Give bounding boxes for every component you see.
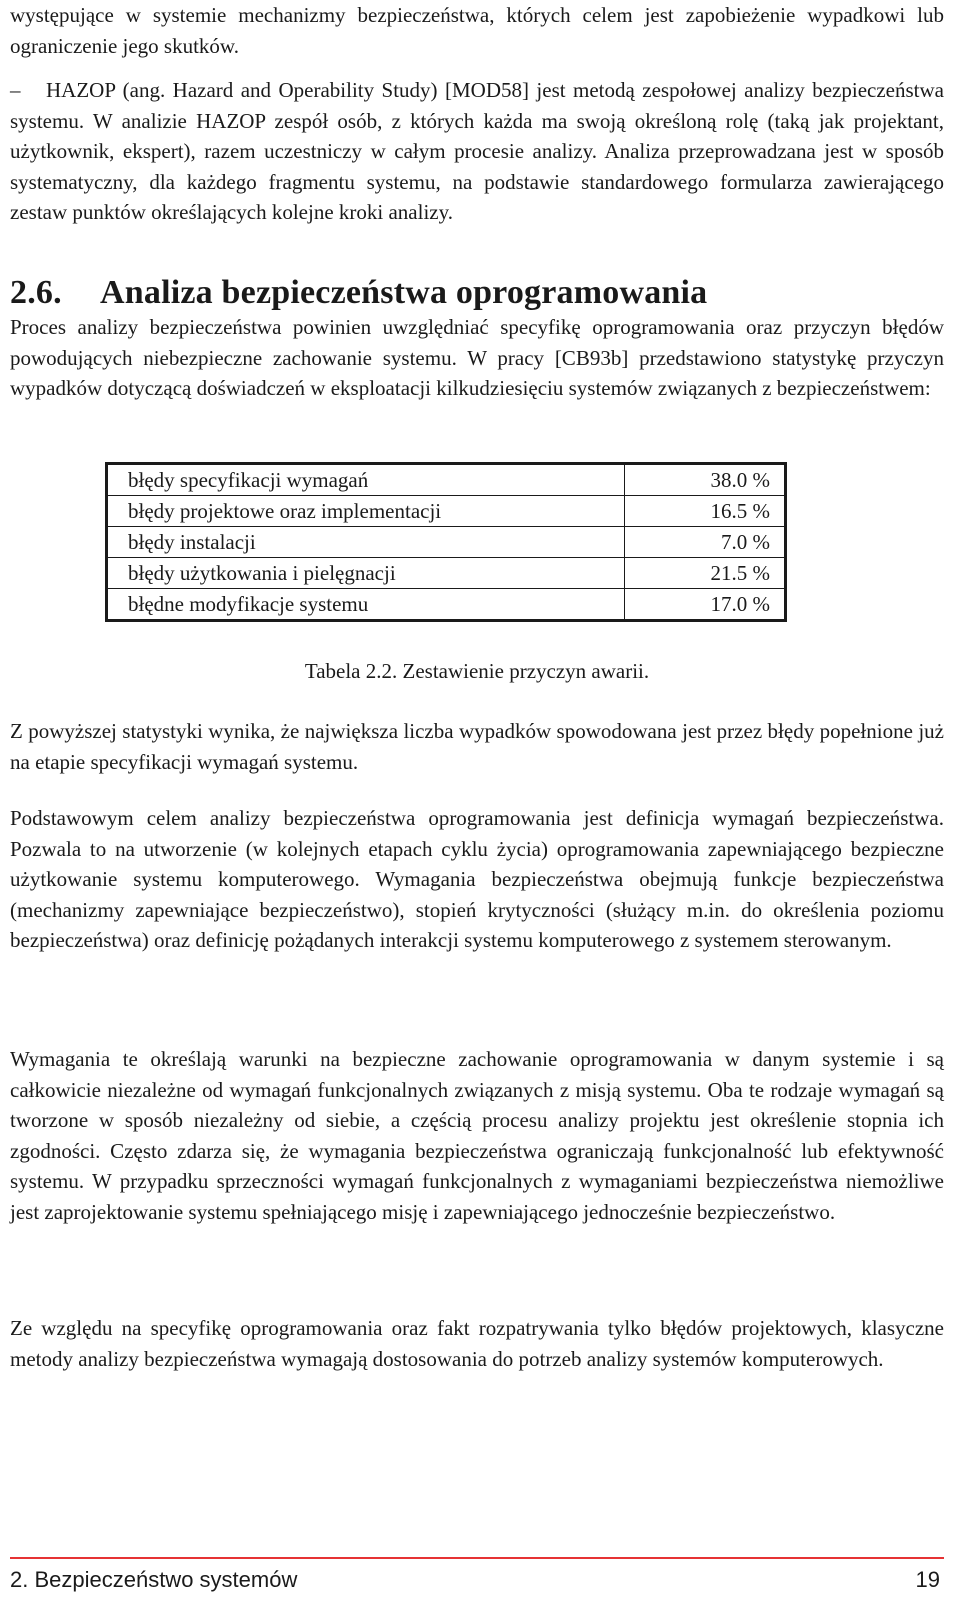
table-row: [107, 558, 786, 589]
footer-divider: [10, 1557, 944, 1559]
list-bullet: –: [10, 78, 21, 102]
safety-goal-paragraph: Podstawowym celem analizy bezpieczeństwa oprogramowania jest definicja wymagań bezpieczeństwa. Pozwala to na utworzenie (w kolejnych etapach cyklu życia) oprogramowania zapewniającego bezpieczne użytkowanie systemu komputerowego. Wymagania bezpieczeństwa obejmują funkcje bezpieczeństwa (mechanizmy zapewniające bezpieczeństwo), stopień krytyczności (służący m.in. do określenia poziomu bezpieczeństwa) oraz definicję pożądanych interakcji systemu komputerowego z systemem sterowanym.: [10, 806, 944, 952]
table-cell-label: błędy użytkowania i pielęgnacji: [107, 558, 625, 589]
section-heading: [10, 273, 944, 313]
table-cell-label: błędne modyfikacje systemu: [107, 589, 625, 621]
statistics-conclusion-paragraph: Z powyższej statystyki wynika, że największa liczba wypadków spowodowana jest przez błędy popełnione już na etapie specyfikacji wymagań systemu.: [10, 719, 944, 774]
table-cell-value: 21.5 %: [625, 558, 786, 589]
table-cell-value: 7.0 %: [625, 527, 786, 558]
table-row: [107, 496, 786, 527]
table-cell-value: 16.5 %: [625, 496, 786, 527]
table-cell-label: błędy specyfikacji wymagań: [107, 464, 625, 496]
intro-paragraph: występujące w systemie mechanizmy bezpieczeństwa, których celem jest zapobieżenie wypadkowi lub ograniczenie jego skutków.: [10, 3, 944, 58]
process-paragraph: Proces analizy bezpieczeństwa powinien uwzględniać specyfikę oprogramowania oraz przyczyn błędów powodujących niebezpieczne zachowanie systemu. W pracy [CB93b] przedstawiono statystykę przyczyn wypadków dotyczącą doświadczeń w eksploatacji kilkudziesięciu systemów związanych z bezpieczeństwem:: [10, 315, 944, 400]
failure-causes-table: [105, 462, 787, 622]
footer-page-number: 19: [915, 1567, 940, 1592]
table-cell-value: 17.0 %: [625, 589, 786, 621]
table-row: [107, 589, 786, 621]
section-title: Analiza bezpieczeństwa oprogramowania: [100, 274, 708, 311]
table-row: [107, 464, 786, 496]
table-cell-label: błędy projektowe oraz implementacji: [107, 496, 625, 527]
footer-chapter-title: 2. Bezpieczeństwo systemów: [10, 1567, 298, 1592]
closing-paragraph: Ze względu na specyfikę oprogramowania oraz fakt rozpatrywania tylko błędów projektowych, klasyczne metody analizy bezpieczeństwa wymagają dostosowania do potrzeb analizy systemów komputerowych.: [10, 1316, 944, 1371]
table-caption: Tabela 2.2. Zestawienie przyczyn awarii.: [304, 659, 650, 683]
requirements-paragraph: Wymagania te określają warunki na bezpieczne zachowanie oprogramowania w danym systemie i są całkowicie niezależne od wymagań funkcjonalnych związanych z misją systemu. Oba te rodzaje wymagań są tworzone w sposób niezależny od siebie, a częścią procesu analizy projektu jest określenie stopnia ich zgodności. Często zdarza się, że wymagania bezpieczeństwa ograniczają funkcjonalność lub efektywność systemu. W przypadku sprzeczności wymagań funkcjonalnych z wymaganiami bezpieczeństwa niemożliwe jest zaprojektowanie systemu spełniającego misję i zapewniającego jednocześnie bezpieczeństwo.: [10, 1047, 944, 1224]
hazop-text: HAZOP (ang. Hazard and Operability Study) [MOD58] jest metodą zespołowej analizy bezpieczeństwa systemu. W analizie HAZOP zespół osób, z których każda ma swoją określoną rolę (taką jak projektant, użytkownik, ekspert), razem uczestniczy w całym procesie analizy. Analiza przeprowadzana jest w sposób systematyczny, dla każdego fragmentu systemu, na podstawie standardowego formularza zawierającego zestaw punktów określających kolejne kroki analizy.: [10, 78, 944, 224]
table-row: [107, 527, 786, 558]
table-cell-label: błędy instalacji: [107, 527, 625, 558]
table-cell-value: 38.0 %: [625, 464, 786, 496]
hazop-list-item: [10, 75, 944, 228]
section-number: 2.6.: [10, 274, 62, 311]
